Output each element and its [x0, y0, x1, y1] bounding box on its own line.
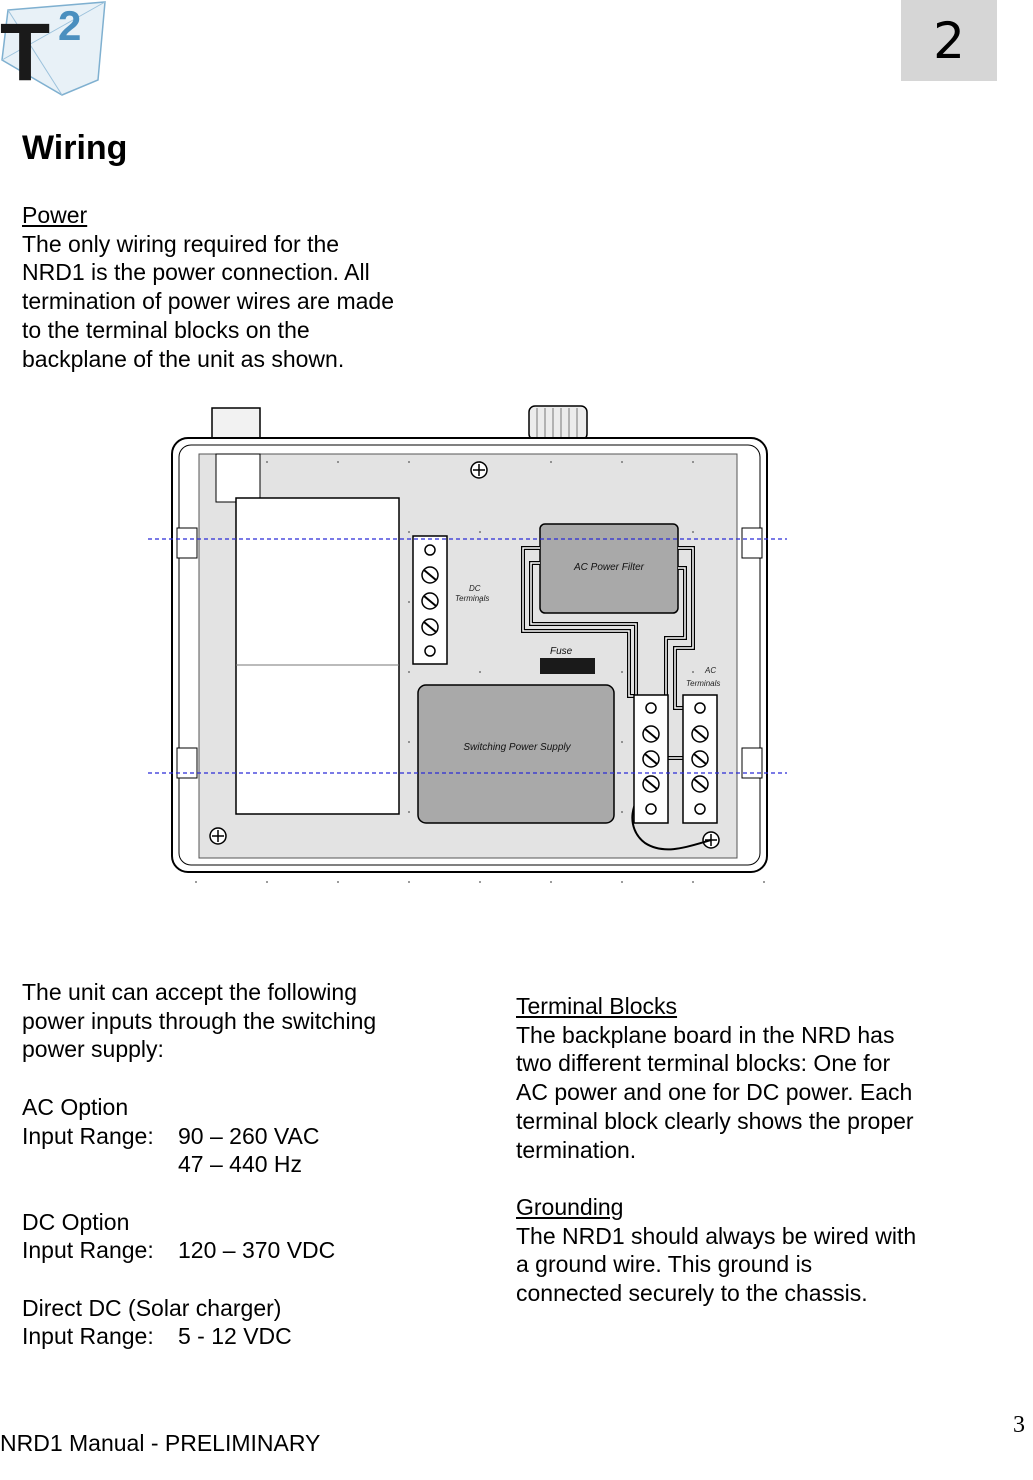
terminal-blocks-line: The backplane board in the NRD has — [516, 1021, 895, 1048]
terminal-blocks-line: termination. — [516, 1136, 637, 1163]
power-section — [22, 201, 394, 373]
ac-power-filter-label: AC Power Filter — [573, 562, 645, 573]
ac-option-title: AC Option — [22, 1093, 129, 1120]
dc-range-value: 120 – 370 VDC — [178, 1237, 336, 1264]
ac-terminals-label: AC — [705, 666, 717, 675]
dc-terminals-label: Terminals — [455, 594, 490, 603]
dc-terminals-label: DC — [469, 584, 481, 593]
power-inputs-section — [22, 978, 462, 1351]
fuse-label: Fuse — [550, 646, 573, 657]
terminal-blocks-heading: Terminal Blocks — [516, 993, 678, 1019]
ac-range-label: Input Range: — [22, 1122, 154, 1149]
dc-option-title: DC Option — [22, 1208, 130, 1235]
grounding-line: a ground wire. This ground is — [516, 1251, 813, 1278]
direct-dc-range-label: Input Range: — [22, 1323, 154, 1350]
footer-text: NRD1 Manual - PRELIMINARY — [0, 1430, 321, 1456]
terminal-blocks-line: terminal block clearly shows the proper — [516, 1107, 914, 1134]
grounding-line: The NRD1 should always be wired with — [516, 1222, 917, 1249]
power-heading: Power — [22, 202, 88, 228]
terminal-blocks-line: AC power and one for DC power. Each — [516, 1079, 913, 1106]
inputs-intro-line: power supply: — [22, 1036, 164, 1063]
grounding-line: connected securely to the chassis. — [516, 1280, 868, 1307]
page-number: 3 — [1013, 1412, 1025, 1438]
power-supply-label: Switching Power Supply — [463, 742, 571, 753]
backplane-diagram — [145, 398, 790, 898]
power-line: backplane of the unit as shown. — [22, 345, 345, 372]
ac-terminals-label: Terminals — [686, 679, 721, 688]
power-line: NRD1 is the power connection. All — [22, 259, 370, 286]
t2-logo — [0, 0, 112, 96]
direct-dc-range-value: 5 - 12 VDC — [178, 1323, 292, 1350]
grounding-heading: Grounding — [516, 1193, 624, 1220]
chapter-number-badge — [901, 0, 997, 81]
ac-range-frequency: 47 – 440 Hz — [178, 1151, 303, 1178]
terminal-blocks-section — [516, 992, 1016, 1308]
power-line: termination of power wires are made — [22, 288, 394, 315]
power-line: to the terminal blocks on the — [22, 316, 310, 343]
terminal-blocks-line: two different terminal blocks: One for — [516, 1050, 891, 1077]
svg-text:T: T — [0, 7, 51, 96]
chapter-number: 2 — [933, 11, 965, 70]
inputs-intro-line: power inputs through the switching — [22, 1007, 377, 1034]
direct-dc-title: Direct DC (Solar charger) — [22, 1294, 282, 1321]
dc-range-label: Input Range: — [22, 1237, 154, 1264]
page-title: Wiring — [22, 129, 128, 167]
inputs-intro-line: The unit can accept the following — [22, 979, 357, 1005]
power-line: The only wiring required for the — [22, 230, 340, 257]
svg-text:2: 2 — [58, 2, 82, 49]
ac-range-voltage: 90 – 260 VAC — [178, 1122, 320, 1149]
